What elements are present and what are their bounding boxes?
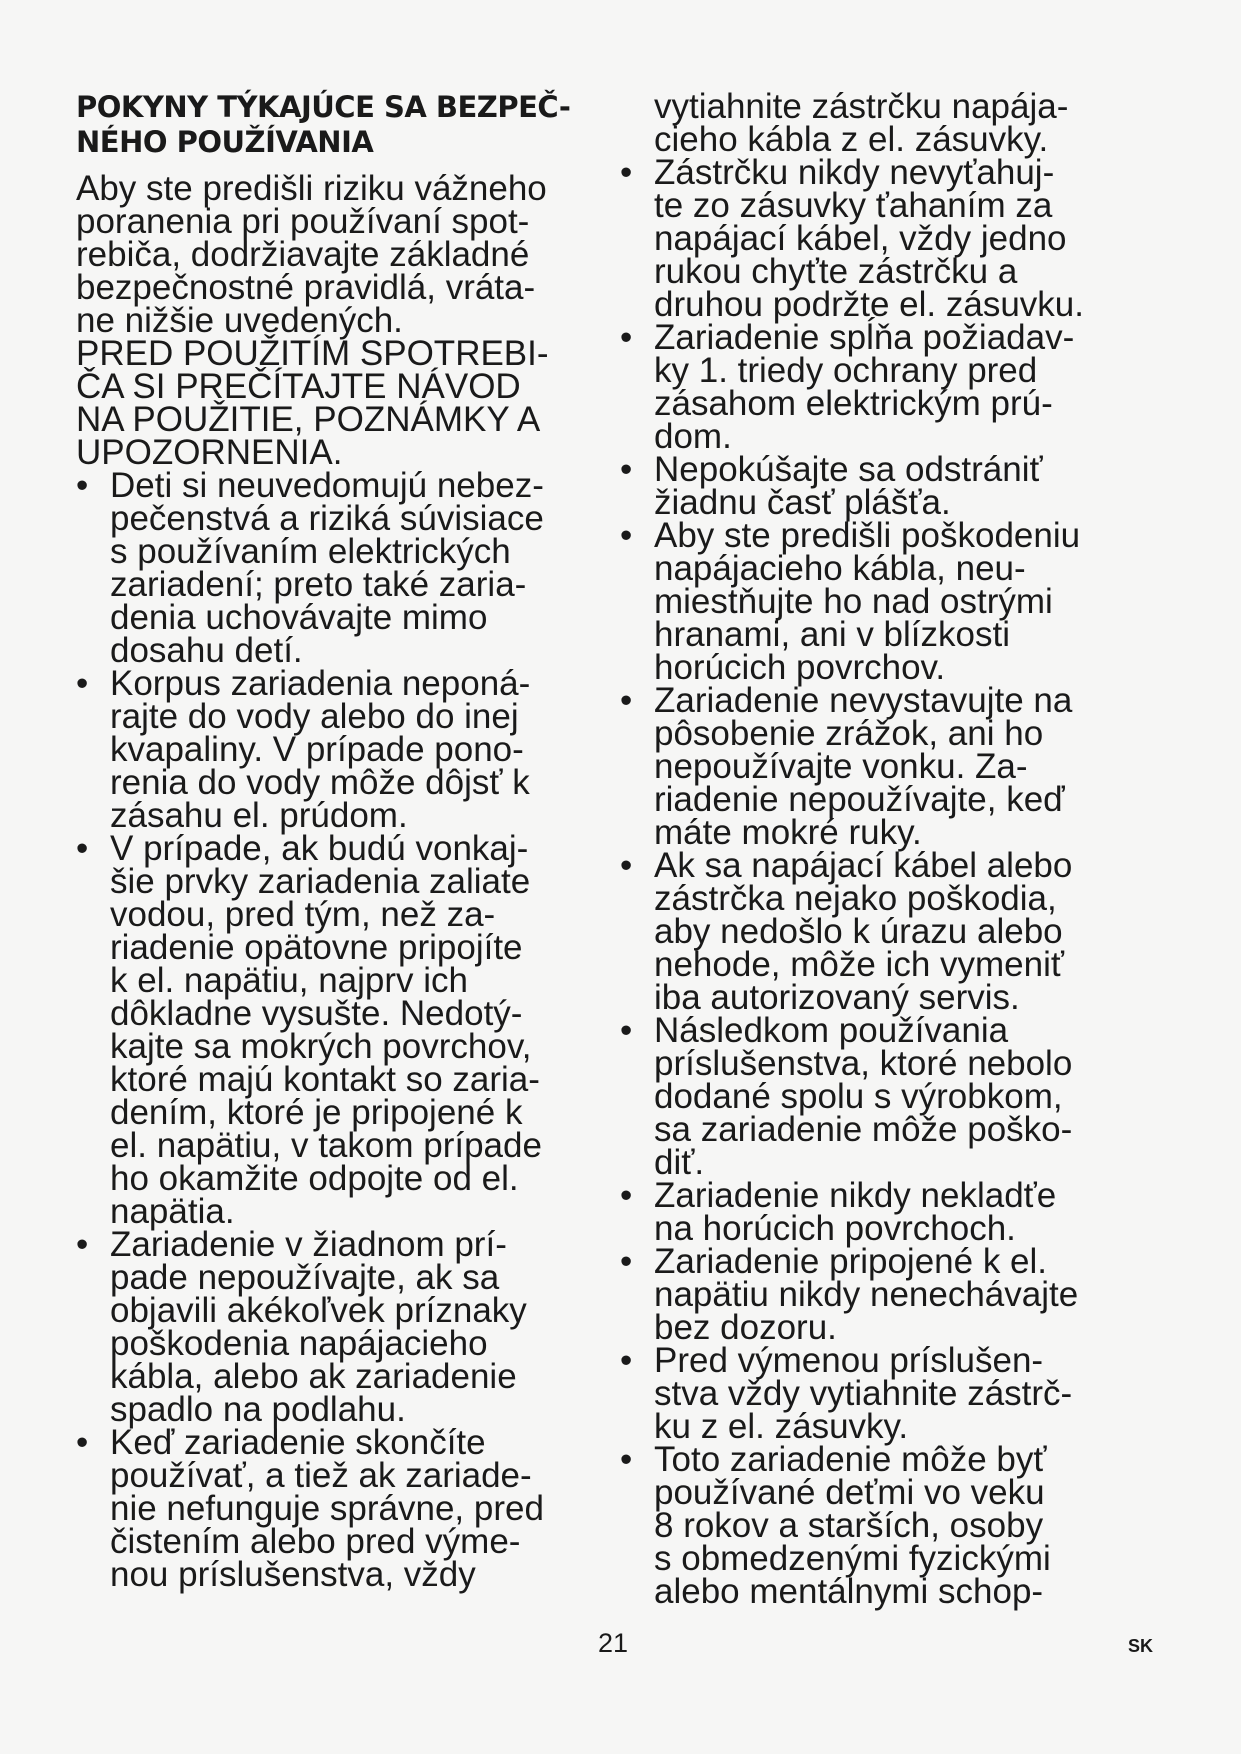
list-item-text: Zariadenie v žiadnom prí- pade nepoužívajte, ak sa objavili akékoľvek príznaky poškodenia napájacieho kábla, alebo ak zariadenie spadlo na podlahu. — [110, 1225, 527, 1429]
list-item — [620, 516, 1190, 687]
list-item-text: Toto zariadenie môže byť používané deťmi vo veku 8 rokov a starších, osoby s obmedzenými fyzickými alebo mentálnymi schop- — [654, 1440, 1051, 1611]
continued-text: vytiahnite zástrčku napája- cieho kábla z el. zásuvky. — [654, 87, 1069, 159]
bullet-icon: • — [620, 681, 633, 720]
list-item-text: Zariadenie spĺňa požiadav- ky 1. triedy ochrany pred zásahom elektrickým prú- dom. — [654, 318, 1075, 456]
bullet-icon: • — [76, 466, 89, 505]
list-item-text: Zariadenie nikdy nekladťe na horúcich povrchoch. — [654, 1176, 1057, 1248]
page-number: 21 — [598, 1628, 629, 1658]
bullet-icon: • — [76, 1423, 89, 1462]
section-heading: POKYNY TÝKAJÚCE SA BEZPEČ- NÉHO POUŽÍVANIA — [76, 90, 571, 159]
list-item-text: Keď zariadenie skončíte používať, a tiež ak zariade- nie nefunguje správne, pred čistením alebo pred výme- nou príslušenstva, vždy — [110, 1423, 544, 1594]
intro-paragraph: Aby ste predišli riziku vážneho poranenia pri používaní spot- rebiča, dodržiavajte základné bezpečnostné pravidlá, vráta- ne nižšie uvedených. — [76, 169, 547, 340]
bullet-icon: • — [620, 318, 633, 357]
bullet-icon: • — [620, 450, 633, 489]
list-item — [620, 450, 1190, 522]
list-item-text: V prípade, ak budú vonkaj- šie prvky zariadenia zaliate vodou, pred tým, než za- riadenie opätovne pripojíte k el. napätiu, najprv ich dôkladne vysušte. Nedotý- kajte sa mokrých povrchov, ktoré majú kontakt so zaria- dením, ktoré je pripojené k el. napätiu, v takom prípade ho okamžite odpojte od el. napätia. — [110, 829, 542, 1231]
list-item-text: Pred výmenou príslušen- stva vždy vytiahnite zástrč- ku z el. zásuvky. — [654, 1341, 1073, 1446]
list-item-text: Zariadenie nevystavujte na pôsobenie zrážok, ani ho nepoužívajte vonku. Za- riadenie nepoužívajte, keď máte mokré ruky. — [654, 681, 1073, 852]
left-bullet-list — [76, 466, 616, 1594]
bullet-icon: • — [76, 1225, 89, 1264]
bullet-icon: • — [620, 1440, 633, 1479]
list-item — [76, 664, 616, 835]
bullet-icon: • — [620, 1176, 633, 1215]
list-item — [620, 1440, 1190, 1611]
bullet-icon: • — [620, 1341, 633, 1380]
list-item — [76, 466, 616, 670]
list-item-text: Aby ste predišli poškodeniu napájacieho kábla, neu- miestňujte ho nad ostrými hranami, ani v blízkosti horúcich povrchov. — [654, 516, 1081, 687]
right-column — [620, 87, 1190, 1611]
list-item-text: Zástrčku nikdy nevyťahuj- te zo zásuvky ťahaním za napájací kábel, vždy jedno rukou chyťte zástrčku a druhou podržte el. zásuvku. — [654, 153, 1084, 324]
bullet-icon: • — [76, 829, 89, 868]
right-bullet-list — [620, 153, 1190, 1611]
list-item — [620, 681, 1190, 852]
language-code: SK — [1128, 1636, 1154, 1656]
bullet-icon: • — [620, 153, 633, 192]
warning-paragraph: PRED POUŽITÍM SPOTREBI- ČA SI PREČÍTAJTE NÁVOD NA POUŽITIE, POZNÁMKY A UPOZORNENIA. — [76, 334, 549, 472]
bullet-icon: • — [620, 846, 633, 885]
list-item-text: Deti si neuvedomujú nebez- pečenstvá a riziká súvisiace s používaním elektrických zariadení; preto také zaria- denia uchovávajte mimo dosahu detí. — [110, 466, 544, 670]
list-item — [620, 846, 1190, 1017]
list-item-text: Zariadenie pripojené k el. napätiu nikdy nenechávajte bez dozoru. — [654, 1242, 1079, 1347]
list-item — [620, 1341, 1190, 1446]
list-item — [620, 1242, 1190, 1347]
list-item-text: Korpus zariadenia neponá- rajte do vody alebo do inej kvapaliny. V prípade pono- renia do vody môže dôjsť k zásahu el. prúdom. — [110, 664, 531, 835]
list-item — [620, 153, 1190, 324]
bullet-icon: • — [620, 1011, 633, 1050]
list-item — [76, 1423, 616, 1594]
list-item-text: Ak sa napájací kábel alebo zástrčka nejako poškodia, aby nedošlo k úrazu alebo nehode, môže ich vymeniť iba autorizovaný servis. — [654, 846, 1073, 1017]
left-column — [76, 90, 616, 1594]
list-item — [620, 1011, 1190, 1182]
list-item-text: Následkom používania príslušenstva, ktoré nebolo dodané spolu s výrobkom, sa zariadenie môže poško- diť. — [654, 1011, 1073, 1182]
list-item — [76, 1225, 616, 1429]
list-item — [76, 829, 616, 1231]
bullet-icon: • — [76, 664, 89, 703]
list-item — [620, 1176, 1190, 1248]
list-item-text: Nepokúšajte sa odstrániť žiadnu časť plášťa. — [654, 450, 1043, 522]
bullet-icon: • — [620, 1242, 633, 1281]
list-item — [620, 318, 1190, 456]
bullet-icon: • — [620, 516, 633, 555]
